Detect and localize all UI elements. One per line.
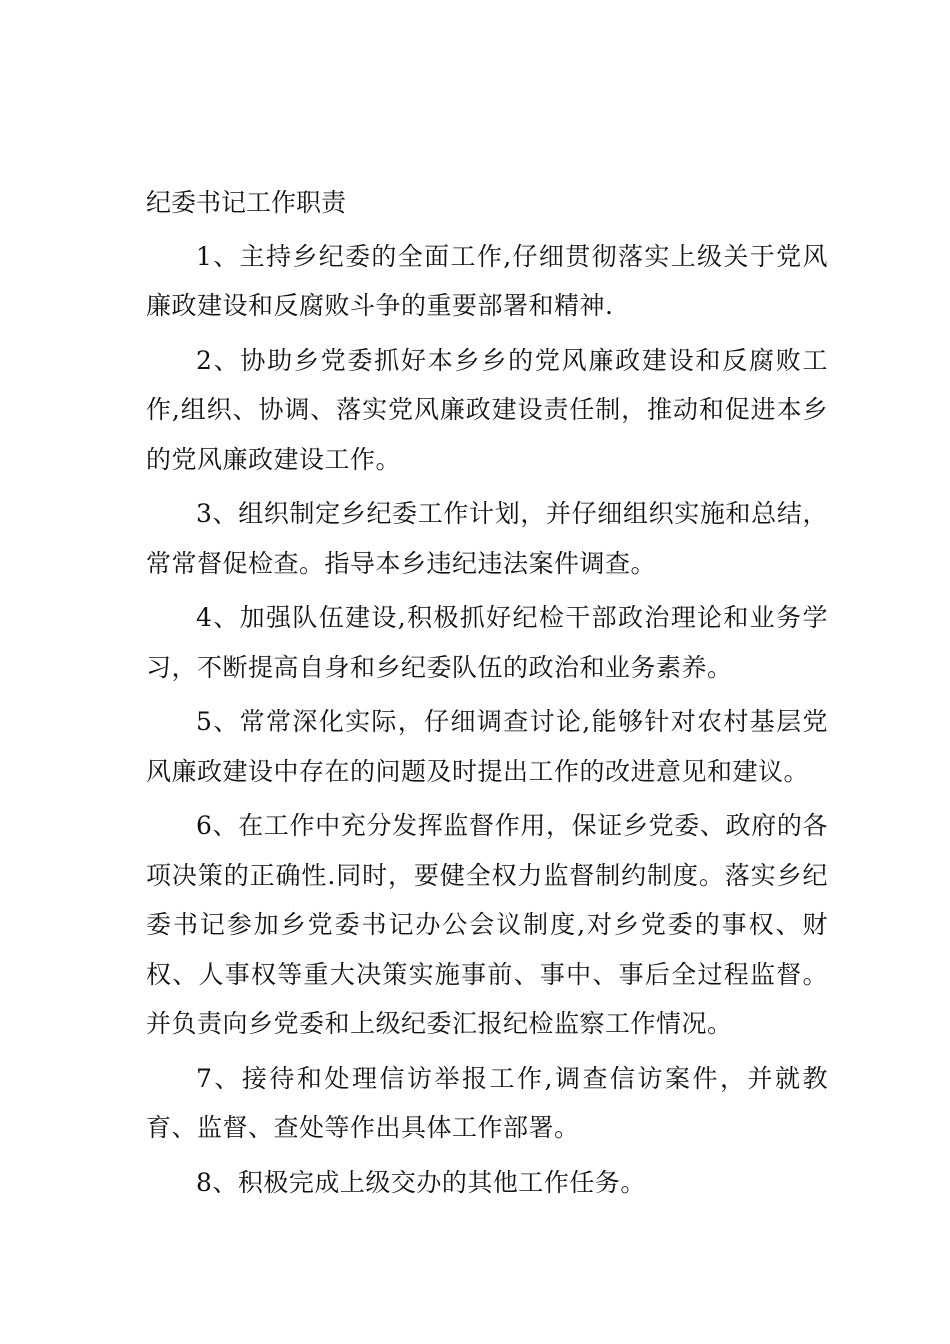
duty-item-3: 3、组织制定乡纪委工作计划，并仔细组织实施和总结，常常督促检查。指导本乡违纪违法案件调查。 [146,499,828,578]
duty-item-4: 4、加强队伍建设,积极抓好纪检干部政治理论和业务学习，不断提高自身和乡纪委队伍的政治和业务素养。 [146,603,828,682]
duty-item-2: 2、协助乡党委抓好本乡乡的党风廉政建设和反腐败工作,组织、协调、落实党风廉政建设责任制，推动和促进本乡的党风廉政建设工作。 [146,345,828,474]
duty-item-6: 6、在工作中充分发挥监督作用，保证乡党委、政府的各项决策的正确性.同时，要健全权力监督制约制度。落实乡纪委书记参加乡党委书记办公会议制度,对乡党委的事权、财权、人事权等重大决策实施事前、事中、事后全过程监督。并负责向乡党委和上级纪委汇报纪检监察工作情况。 [146,811,828,1038]
document-body [146,178,828,1212]
duty-item-5: 5、常常深化实际，仔细调查讨论,能够针对农村基层党风廉政建设中存在的问题及时提出工作的改进意见和建议。 [146,707,828,786]
duty-item-1: 1、主持乡纪委的全面工作,仔细贯彻落实上级关于党风廉政建设和反腐败斗争的重要部署和精神. [146,241,828,320]
duty-item-7: 7、接待和处理信访举报工作,调查信访案件，并就教育、监督、查处等作出具体工作部署。 [146,1063,828,1142]
document-title: 纪委书记工作职责 [146,188,347,217]
duty-item-8: 8、积极完成上级交办的其他工作任务。 [196,1167,646,1197]
